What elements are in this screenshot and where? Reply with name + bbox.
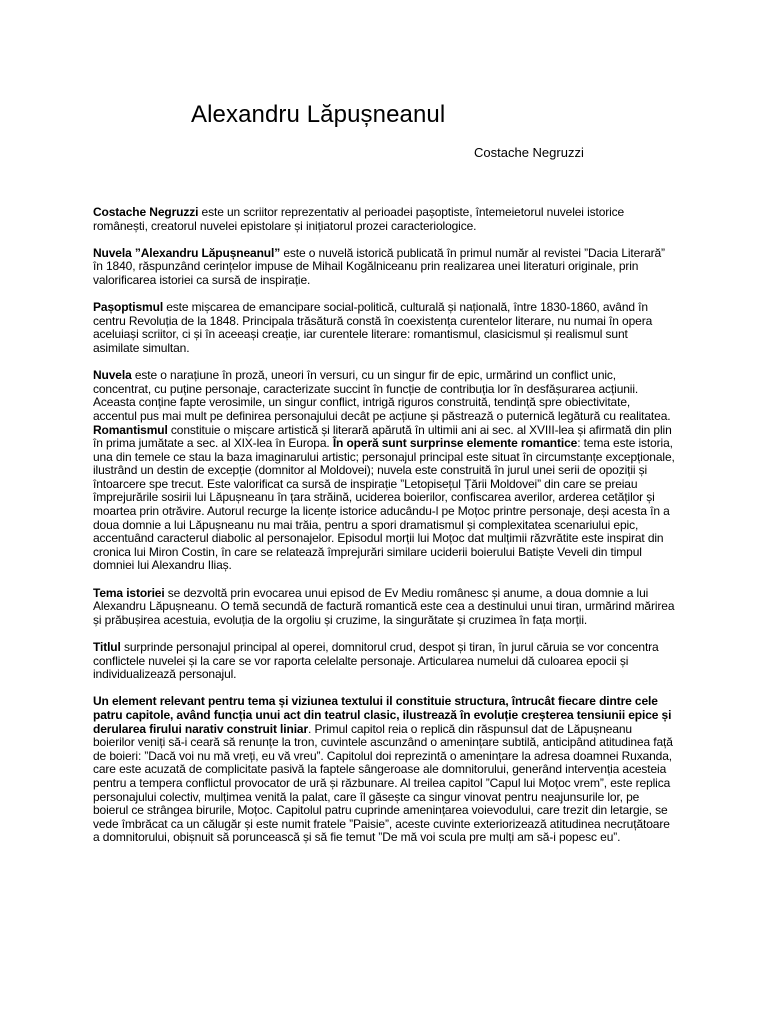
- bold-run: Costache Negruzzi: [93, 205, 199, 219]
- text-run: este o narațiune în proză, uneori în versuri, cu un singur fir de epic, urmărind un conflict unic, concentrat, cu puține personaje, caracterizate succint în funcție de contribuția lor în desfășurarea acțiunii. Aceasta conține fapte verosimile, un singur conflict, intrigă riguros construită, tendință spre obiectivitate, accentul pus mai mult pe definirea personajului decât pe acțiune și păstrează o puternică legătură cu realitatea.: [93, 368, 671, 423]
- paragraph: [93, 641, 676, 682]
- bold-run: Pașoptismul: [93, 300, 164, 315]
- document-author: Costache Negruzzi: [474, 145, 584, 160]
- bold-run: Un element relevant pentru tema și viziunea textului il constituie structura, întrucât fiecare dintre cele patru capitole, având funcția unui act din teatrul clasic, ilustrează în evoluție creșterea tensiunii epice și derularea firului narativ construit liniar: [93, 694, 672, 736]
- bold-run: Nuvela: [93, 368, 132, 383]
- text-run: se dezvoltă prin evocarea unui episod de Ev Mediu românesc și anume, a doua domnie a lui Alexandru Lăpușneanu. O temă secundă de factură romantică este cea a destinului unui tiran, urmărind mărirea și prăbușirea acestuia, evoluția de la orgoliu și cruzime, la singurătate și cruzimea în fața morții.: [93, 585, 675, 627]
- paragraph: [93, 369, 676, 573]
- paragraph: [93, 247, 676, 288]
- paragraph: [93, 301, 676, 355]
- text-run: . Primul capitol reia o replică din răspunsul dat de Lăpușneanu boierilor veniți să-i ceară să renunțe la tron, cuvintele ascunzând o amenințare subtilă, anticipând atitudinea față de boieri: ”Dacă voi nu mă vreți, eu vă vreu”. Capitolul doi reprezintă o amenințare la adresa doamnei Ruxanda, care este acuzată de complicitate pasivă la faptele sângeroase ale domnitorului, generând intervenția acesteia pentru a tempera conflictul provocator de ură și răzbunare. Al treilea capitol ”Capul lui Moțoc vrem”, este replica personajului colectiv, mulțimea venită la palat, care îl găsește ca singur vinovat pentru neajunsurile lor, pe boierul ce strângea birurile, Moțoc. Capitolul patru cuprinde amenințarea voievodului, care trezit din letargie, se vede îmbrăcat ca un călugăr și este numit fratele ”Paisie”, aceste cuvinte exteriorizează atitudinea necruțătoare a domnitorului, obișnuit să poruncească și să fie temut ”De mă voi scula pre mulți am să-i popesc eu”.: [93, 721, 673, 845]
- paragraph: [93, 587, 676, 628]
- bold-run: Nuvela ”Alexandru Lăpușneanul”: [93, 245, 281, 260]
- document-body: [93, 206, 676, 859]
- bold-run: Romantismul: [93, 422, 168, 437]
- bold-run: Tema istoriei: [93, 585, 165, 600]
- text-run: este o nuvelă istorică publicată în primul număr al revistei ”Dacia Literară” în 1840, răspunzând cerințelor impuse de Mihail Kogălniceanu prin realizarea unei literaturi originale, prin valorificarea istoriei ca sursă de inspirație.: [93, 245, 665, 287]
- text-run: este un scriitor reprezentativ al perioadei pașoptiste, întemeietorul nuvelei istorice românești, creatorul nuvelei epistolare și inițiatorul prozei caracteriologice.: [93, 205, 625, 233]
- text-run: constituie o mișcare artistică și literară apărută în ultimii ani ai sec. al XVIII-lea și afirmată din plin în prima jumătate a sec. al XIX-lea în Europa.: [93, 422, 672, 451]
- text-run: : tema este istoria, una din temele ce stau la baza imaginarului artistic; personajul principal este situat în circumstanțe excepționale, ilustrând un destin de excepție (domnitor al Moldovei); nuvela este construită în jurul unei serii de opoziții și întoarcere spe trecut. Este valorificat ca sursă de inspirație ”Letopisețul Țării Moldovei” din care se preiau împrejurările sosirii lui Lăpușneanu în țara străină, uciderea boierilor, confiscarea averilor, arderea cetăților și moartea prin otrăvire. Autorul recurge la licențe istorice aducându-l pe Moțoc printre personaje, deși acesta în a doua domnie a lui Lăpușneanu nu mai trăia, pentru a spori dramatismul și complexitatea scenariului epic, accentuând caracterul diabolic al personajelor. Episodul morții lui Moțoc dat mulțimii răzvrătite este inspirat din cronica lui Miron Costin, în care se relatează împrejurări similare uciderii boierului Batiște Veveli din timpul domniei lui Alexandru Iliaș.: [93, 436, 675, 573]
- document-title: Alexandru Lăpușneanul: [191, 101, 446, 128]
- paragraph: [93, 206, 676, 233]
- bold-run: În operă sunt surprinse elemente romantice: [332, 436, 578, 451]
- text-run: surprinde personajul principal al operei, domnitorul crud, despot și tiran, în jurul căruia se vor concentra conflictele nuvelei și la care se vor raporta celelalte personaje. Articularea numelui dă culoarea epocii și individualizează personajul.: [93, 640, 659, 682]
- text-run: este mișcarea de emancipare social-politică, culturală și națională, între 1830-1860, având în centru Revoluția de la 1848. Principala trăsătură constă în coexistența curentelor literare, nu numai în opera aceluiași scriitor, ci și în aceeași creație, iar curentele literare: romantismul, clasicismul și realismul sunt asimilate simultan.: [93, 300, 653, 355]
- paragraph: [93, 695, 676, 845]
- bold-run: Titlul: [93, 640, 121, 654]
